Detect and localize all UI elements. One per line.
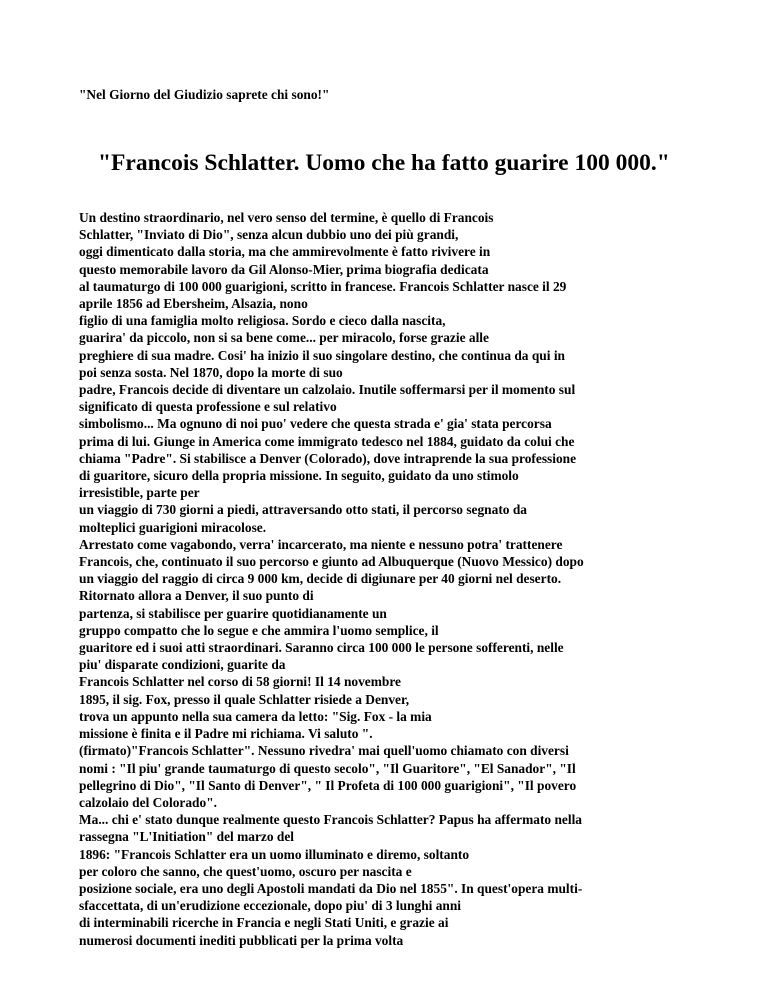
body-line: partenza, si stabilisce per guarire quotidianamente un bbox=[79, 605, 387, 621]
body-line: di guaritore, sicuro della propria missione. In seguito, guidato da uno stimolo bbox=[79, 468, 519, 484]
body-line: gruppo compatto che lo segue e che ammira l'uomo semplice, il bbox=[79, 622, 439, 638]
body-line: Arrestato come vagabondo, verra' incarcerato, ma niente e nessuno potra' trattenere bbox=[79, 536, 563, 552]
body-line: Ma... chi e' stato dunque realmente questo Francois Schlatter? Papus ha affermato nella bbox=[79, 812, 582, 828]
body-line: calzolaio del Colorado". bbox=[79, 794, 217, 810]
body-line: Un destino straordinario, nel vero senso del termine, è quello di Francois bbox=[79, 210, 494, 225]
body-line: preghiere di sua madre. Cosi' ha inizio il suo singolare destino, che continua da qui in bbox=[79, 347, 565, 363]
body-line: di interminabili ricerche in Francia e negli Stati Uniti, e grazie ai bbox=[79, 915, 449, 931]
body-line: questo memorabile lavoro da Gil Alonso-Mier, prima biografia dedicata bbox=[79, 261, 489, 277]
body-line: 1896: "Francois Schlatter era un uomo illuminato e diremo, soltanto bbox=[79, 846, 470, 862]
body-line: significato di questa professione e sul relativo bbox=[79, 399, 337, 415]
body-line: guarira' da piccolo, non si sa bene come... per miracolo, forse grazie alle bbox=[79, 330, 489, 346]
body-line: posizione sociale, era uno degli Apostoli mandati da Dio nel 1855". In quest'opera multi- bbox=[79, 880, 583, 896]
body-line: piu' disparate condizioni, guarite da bbox=[79, 657, 286, 673]
body-line: Schlatter, "Inviato di Dio", senza alcun dubbio uno dei più grandi, bbox=[79, 227, 459, 243]
body-line: Francois Schlatter nel corso di 58 giorni! Il 14 novembre bbox=[79, 674, 401, 690]
body-line: (firmato)"Francois Schlatter". Nessuno rivedra' mai quell'uomo chiamato con diversi bbox=[79, 743, 569, 759]
body-line: irresistible, parte per bbox=[79, 485, 200, 501]
body-line: rassegna "L'Initiation" del marzo del bbox=[79, 829, 294, 845]
body-line: simbolismo... Ma ognuno di noi puo' vedere che questa strada e' gia' stata percorsa bbox=[79, 416, 552, 432]
body-line: per coloro che sanno, che quest'uomo, oscuro per nascita e bbox=[79, 863, 412, 879]
body-line: nomi : "Il piu' grande taumaturgo di questo secolo", "Il Guaritore", "El Sanador", "Il bbox=[79, 760, 576, 776]
body-line: oggi dimenticato dalla storia, ma che ammirevolmente è fatto rivivere in bbox=[79, 244, 491, 260]
body-line: 1895, il sig. Fox, presso il quale Schlatter risiede a Denver, bbox=[79, 691, 410, 707]
body-line: guaritore ed i suoi atti straordinari. Saranno circa 100 000 le persone sofferenti, nelle bbox=[79, 640, 564, 656]
body-line: padre, Francois decide di diventare un calzolaio. Inutile soffermarsi per il momento sul bbox=[79, 382, 576, 398]
body-line: missione è finita e il Padre mi richiama. Vi saluto ". bbox=[79, 726, 373, 742]
body-line: molteplici guarigioni miracolose. bbox=[79, 519, 267, 535]
document-title: "Francois Schlatter. Uomo che ha fatto guarire 100 000." bbox=[98, 150, 670, 176]
opening-quote: "Nel Giorno del Giudizio saprete chi sono!" bbox=[79, 87, 330, 102]
body-line: Ritornato allora a Denver, il suo punto di bbox=[79, 588, 314, 604]
body-line: sfaccettata, di un'erudizione eccezionale, dopo piu' di 3 lunghi anni bbox=[79, 898, 462, 914]
body-line: un viaggio del raggio di circa 9 000 km, decide di digiunare per 40 giorni nel deserto. bbox=[79, 571, 562, 587]
body-line: al taumaturgo di 100 000 guarigioni, scritto in francese. Francois Schlatter nasce il 29 bbox=[79, 278, 567, 294]
body-line: un viaggio di 730 giorni a piedi, attraversando otto stati, il percorso segnato da bbox=[79, 502, 527, 518]
body-line: pellegrino di Dio", "Il Santo di Denver", " Il Profeta di 100 000 guarigioni", "Il povero bbox=[79, 777, 577, 793]
body-text bbox=[79, 209, 699, 949]
body-line: Francois, che, continuato il suo percorso e giunto ad Albuquerque (Nuovo Messico) dopo bbox=[79, 554, 584, 570]
body-line: numerosi documenti inediti pubblicati per la prima volta bbox=[79, 932, 404, 948]
body-line: poi senza sosta. Nel 1870, dopo la morte di suo bbox=[79, 364, 343, 380]
body-line: figlio di una famiglia molto religiosa. Sordo e cieco dalla nascita, bbox=[79, 313, 446, 329]
body-line: prima di lui. Giunge in America come immigrato tedesco nel 1884, guidato da colui che bbox=[79, 433, 575, 449]
body-line: trova un appunto nella sua camera da letto: "Sig. Fox - la mia bbox=[79, 708, 432, 724]
body-line: aprile 1856 ad Ebersheim, Alsazia, nono bbox=[79, 296, 308, 312]
body-line: chiama "Padre". Si stabilisce a Denver (Colorado), dove intraprende la sua professione bbox=[79, 450, 577, 466]
